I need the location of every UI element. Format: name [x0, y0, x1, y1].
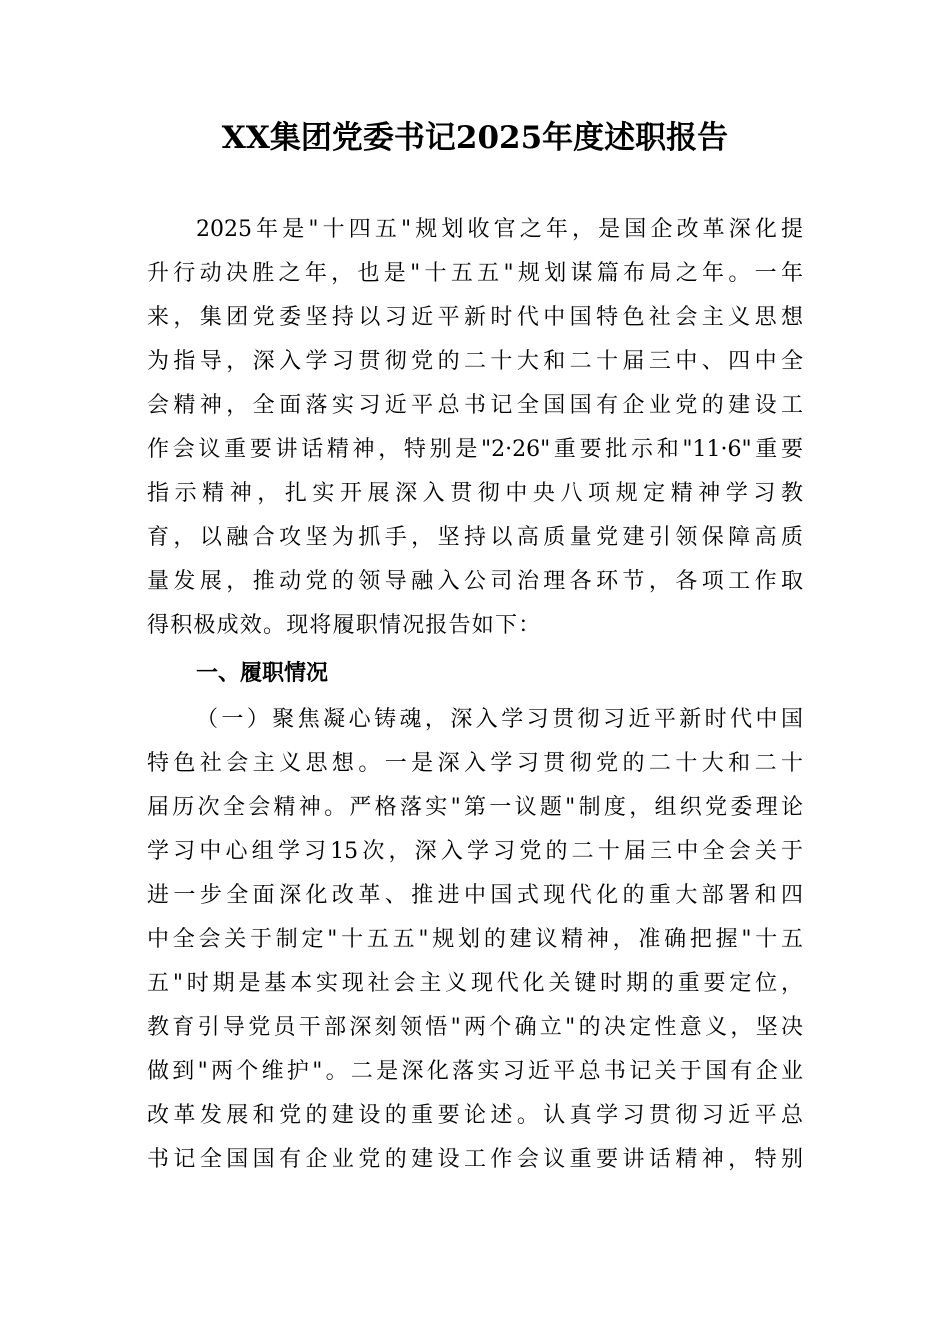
subsection-line: 中全会关于制定"十五五"规划的建议精神，准确把握"十五	[147, 927, 803, 952]
intro-line: 来，集团党委坚持以习近平新时代中国特色社会主义思想	[147, 305, 803, 330]
intro-line: 升行动决胜之年，也是"十五五"规划谋篇布局之年。一年	[147, 261, 803, 286]
subsection-line: （一）聚焦凝心铸魂，深入学习贯彻习近平新时代中国	[196, 707, 803, 732]
document-title: XX集团党委书记2025年度述职报告	[221, 120, 729, 156]
section-heading: 一、履职情况	[196, 661, 329, 686]
subsection-line: 书记全国国有企业党的建设工作会议重要讲话精神，特别	[147, 1147, 803, 1172]
intro-line: 育，以融合攻坚为抓手，坚持以高质量党建引领保障高质	[147, 525, 803, 550]
subsection-line: 做到"两个维护"。二是深化落实习近平总书记关于国有企业	[147, 1059, 803, 1084]
intro-line: 量发展，推动党的领导融入公司治理各环节，各项工作取	[147, 569, 803, 594]
intro-line: 指示精神，扎实开展深入贯彻中央八项规定精神学习教	[147, 481, 803, 506]
subsection-line: 届历次全会精神。严格落实"第一议题"制度，组织党委理论	[147, 795, 803, 820]
intro-line: 2025年是"十四五"规划收官之年，是国企改革深化提	[196, 217, 803, 242]
intro-line: 为指导，深入学习贯彻党的二十大和二十届三中、四中全	[147, 349, 803, 374]
subsection-line: 五"时期是基本实现社会主义现代化关键时期的重要定位，	[147, 971, 803, 996]
intro-line: 作会议重要讲话精神，特别是"2·26"重要批示和"11·6"重要	[147, 437, 803, 462]
subsection-line: 特色社会主义思想。一是深入学习贯彻党的二十大和二十	[147, 751, 803, 776]
intro-line: 会精神，全面落实习近平总书记全国国有企业党的建设工	[147, 393, 803, 418]
subsection-line: 改革发展和党的建设的重要论述。认真学习贯彻习近平总	[147, 1103, 803, 1128]
subsection-line: 学习中心组学习15次，深入学习党的二十届三中全会关于	[147, 839, 803, 864]
subsection-line: 教育引导党员干部深刻领悟"两个确立"的决定性意义，坚决	[147, 1015, 803, 1040]
intro-line: 得积极成效。现将履职情况报告如下：	[147, 613, 542, 638]
subsection-line: 进一步全面深化改革、推进中国式现代化的重大部署和四	[147, 883, 803, 908]
